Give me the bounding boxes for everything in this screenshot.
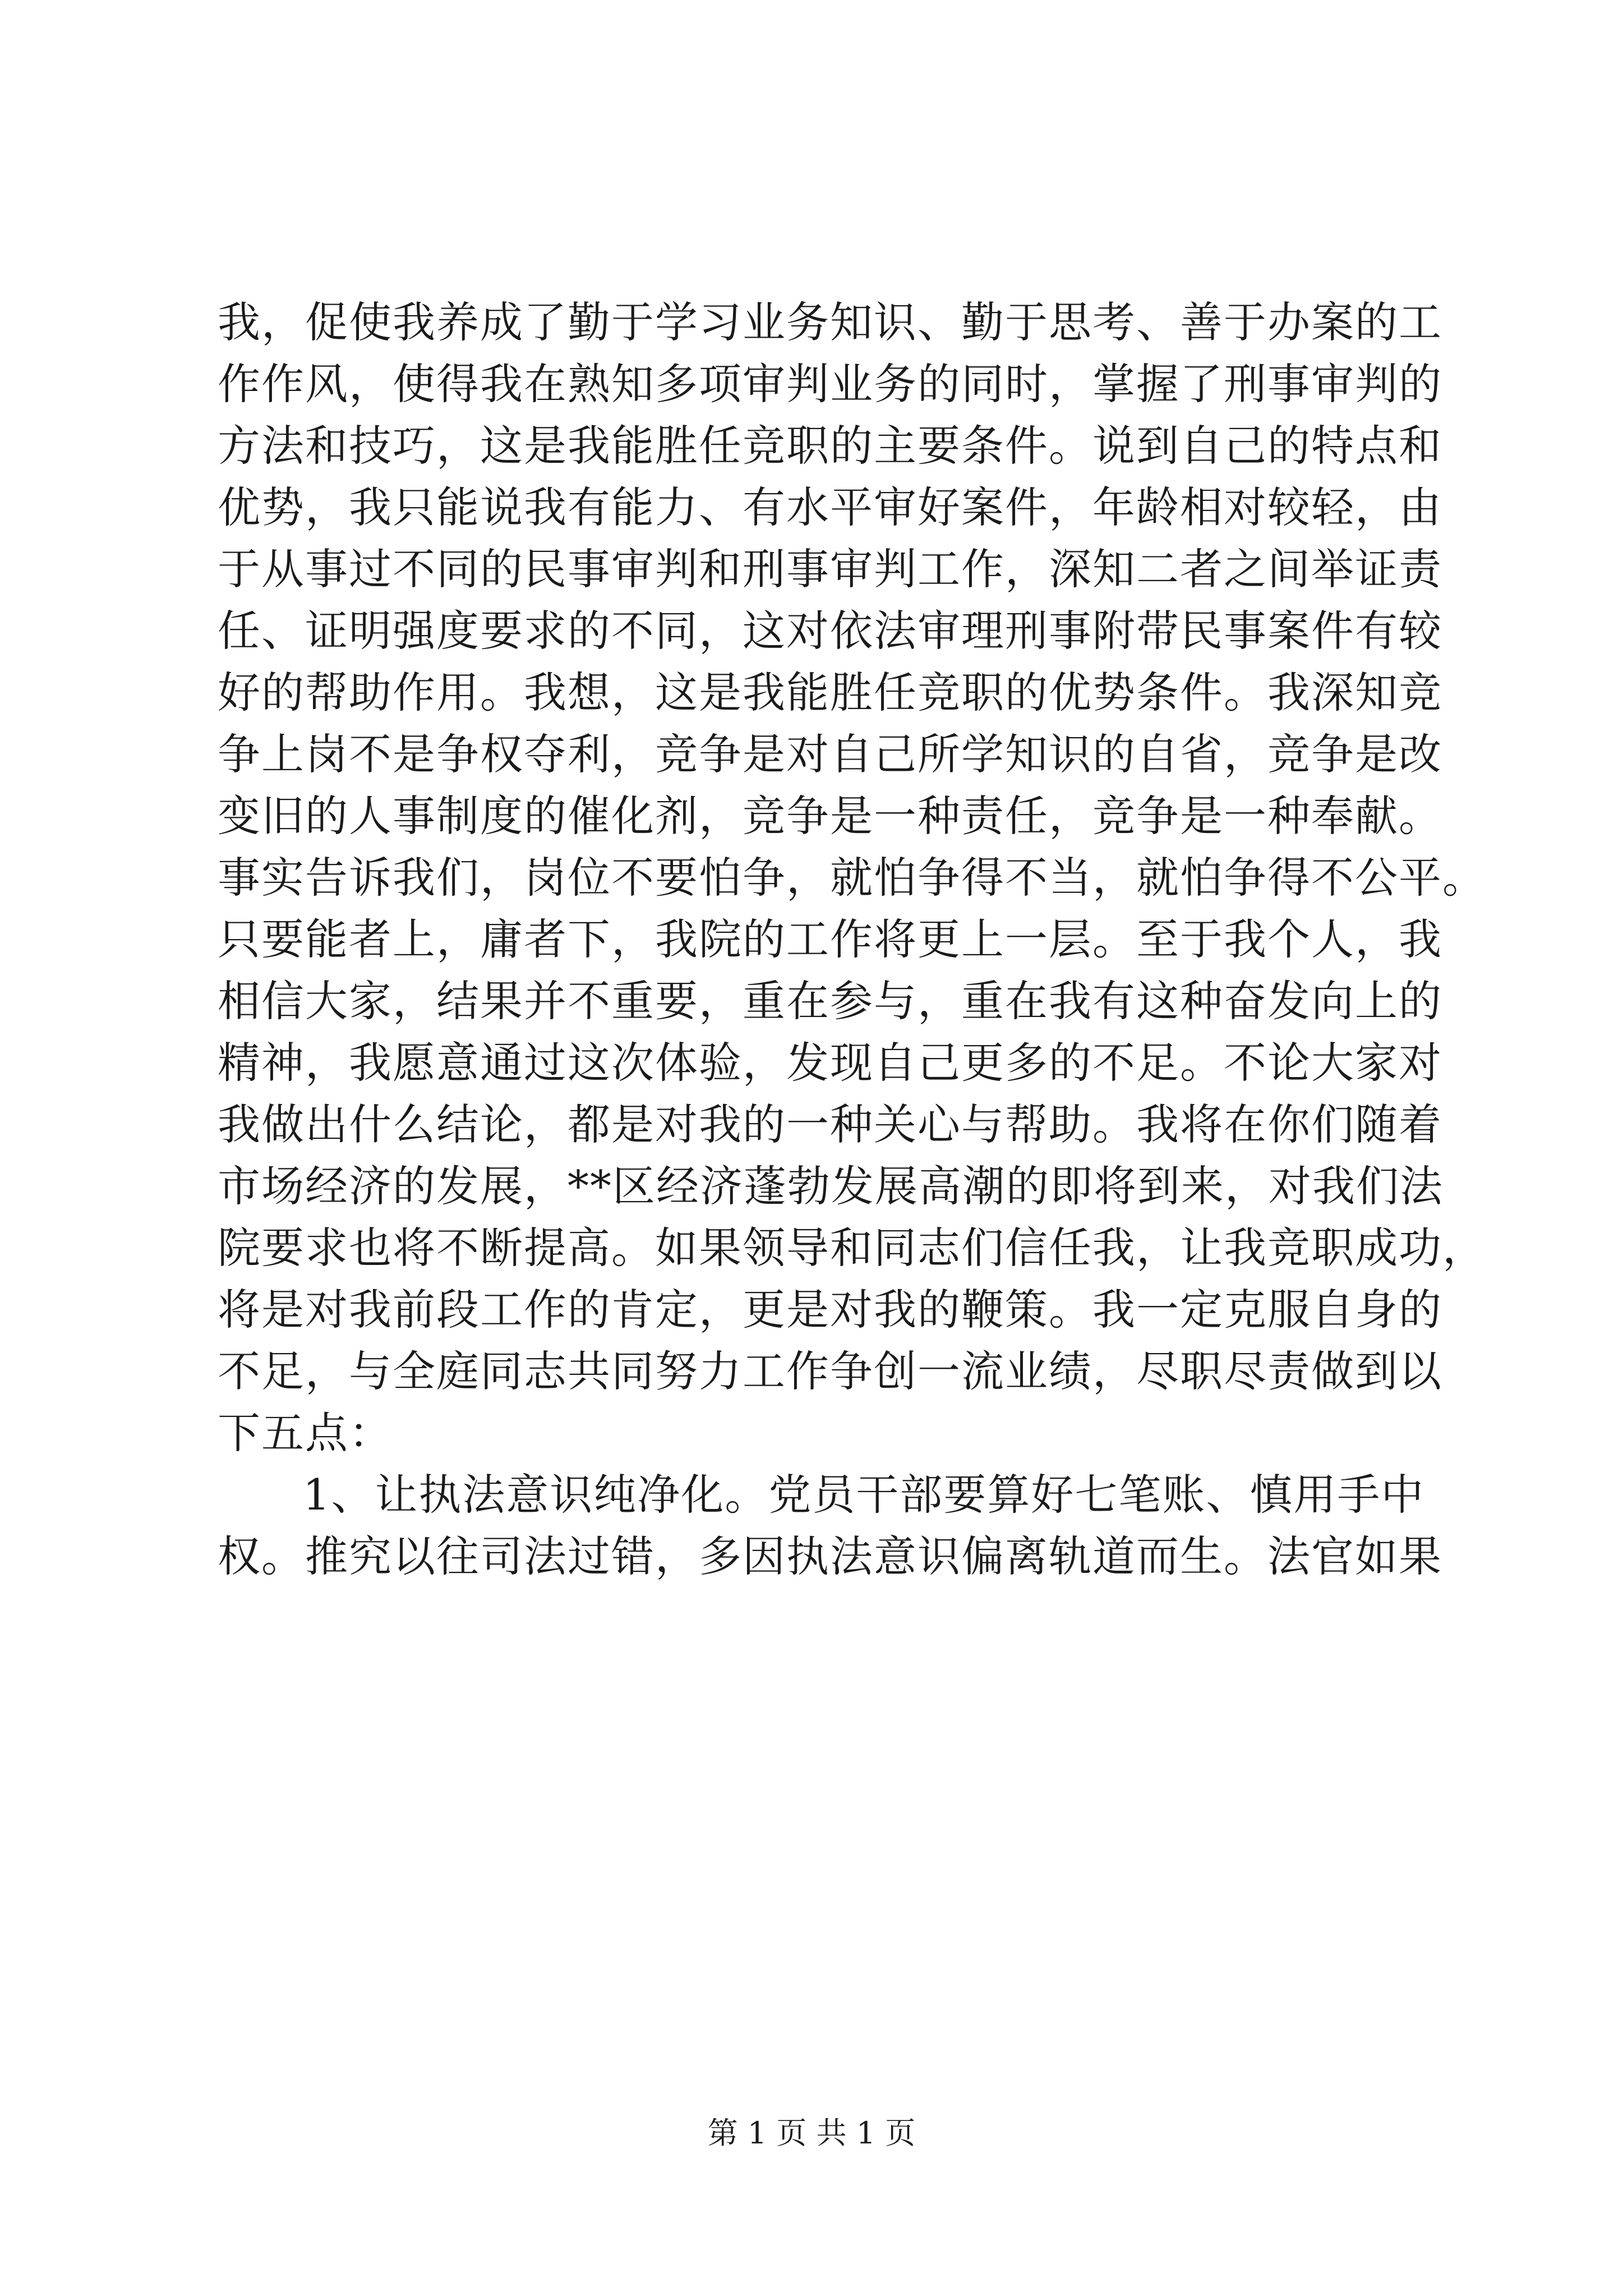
text-line: 不足，与全庭同志共同努力工作争创一流业绩，尽职尽责做到以 bbox=[218, 1346, 1442, 1396]
body-text bbox=[218, 292, 1486, 1588]
text-line: 任、证明强度要求的不同，这对依法审理刑事附带民事案件有较 bbox=[218, 606, 1442, 656]
page-number-label: 第 1 页 共 1 页 bbox=[707, 2115, 916, 2151]
text-line: 将是对我前段工作的肯定，更是对我的鞭策。我一定克服自身的 bbox=[218, 1285, 1442, 1335]
text-line: 下五点： bbox=[218, 1408, 393, 1458]
text-line: 我做出什么结论，都是对我的一种关心与帮助。我将在你们随着 bbox=[218, 1099, 1442, 1149]
text-line: 作作风，使得我在熟知多项审判业务的同时，掌握了刑事审判的 bbox=[218, 359, 1442, 409]
text-line: 变旧的人事制度的催化剂，竞争是一种责任，竞争是一种奉献。 bbox=[218, 791, 1442, 841]
text-line: 争上岗不是争权夺利，竞争是对自己所学知识的自省，竞争是改 bbox=[218, 729, 1442, 779]
text-line: 市场经济的发展，**区经济蓬勃发展高潮的即将到来，对我们法 bbox=[218, 1161, 1444, 1211]
text-line: 事实告诉我们，岗位不要怕争，就怕争得不当，就怕争得不公平。 bbox=[218, 853, 1486, 903]
text-line: 1、让执法意识纯净化。党员干部要算好七笔账、慎用手中 bbox=[303, 1470, 1425, 1520]
text-line: 权。推究以往司法过错，多因执法意识偏离轨道而生。法官如果 bbox=[218, 1531, 1442, 1581]
text-line: 我，促使我养成了勤于学习业务知识、勤于思考、善于办案的工 bbox=[218, 297, 1442, 347]
text-line: 好的帮助作用。我想，这是我能胜任竞职的优势条件。我深知竞 bbox=[218, 668, 1442, 717]
text-line: 院要求也将不断提高。如果领导和同志们信任我，让我竞职成功， bbox=[218, 1223, 1486, 1273]
text-line: 只要能者上，庸者下，我院的工作将更上一层。至于我个人，我 bbox=[218, 914, 1442, 964]
text-line: 相信大家，结果并不重要，重在参与，重在我有这种奋发向上的 bbox=[218, 976, 1442, 1026]
text-line: 于从事过不同的民事审判和刑事审判工作，深知二者之间举证责 bbox=[218, 544, 1442, 594]
paragraph-1 bbox=[218, 292, 1486, 1464]
text-line: 方法和技巧，这是我能胜任竞职的主要条件。说到自己的特点和 bbox=[218, 421, 1442, 471]
page-footer bbox=[0, 2114, 1623, 2153]
paragraph-2 bbox=[218, 1464, 1442, 1588]
text-line: 精神，我愿意通过这次体验，发现自己更多的不足。不论大家对 bbox=[218, 1038, 1442, 1088]
text-line: 优势，我只能说我有能力、有水平审好案件，年龄相对较轻，由 bbox=[218, 482, 1442, 532]
